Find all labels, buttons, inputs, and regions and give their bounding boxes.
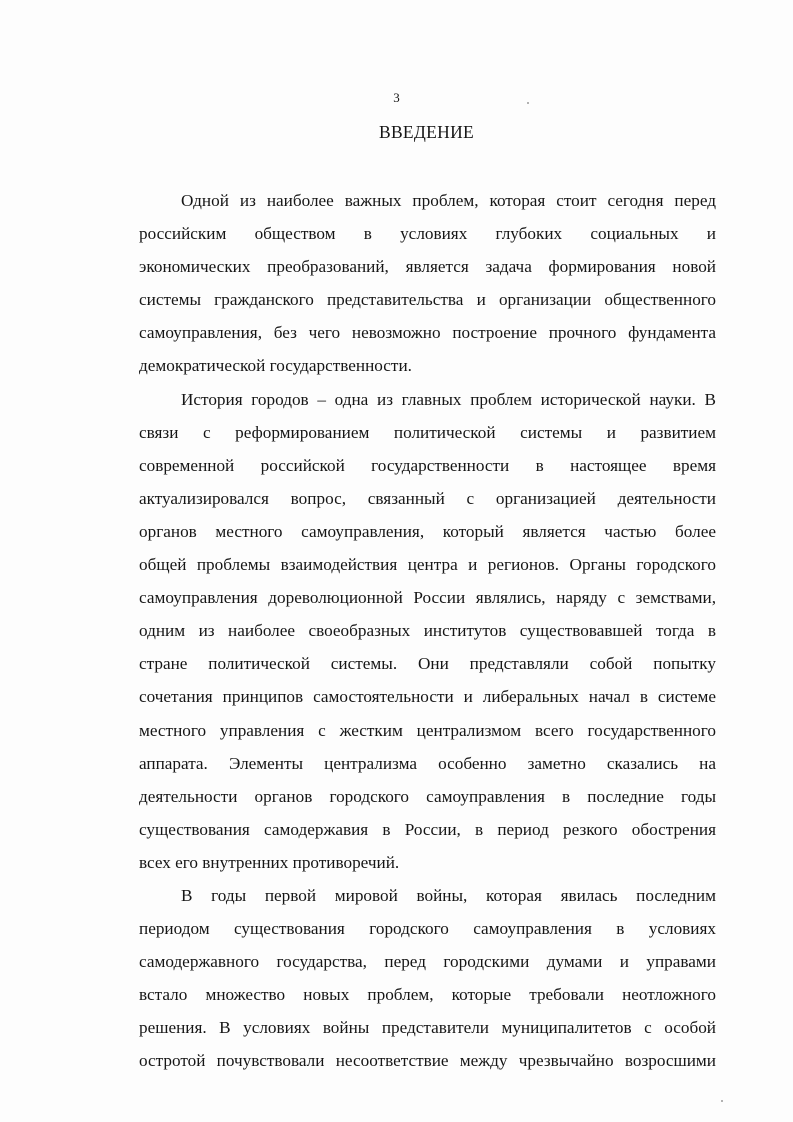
text-line: демократической государственности. xyxy=(139,356,412,376)
text-line: периодом существования городского самоуправления в условиях xyxy=(139,919,716,939)
scan-speck xyxy=(527,102,529,104)
text-line: деятельности органов городского самоуправления в последние годы xyxy=(139,786,716,806)
text-line: общей проблемы взаимодействия центра и регионов. Органы городского xyxy=(139,555,716,575)
text-line: самоуправления дореволюционной России являлись, наряду с земствами, xyxy=(139,588,716,608)
scan-speck xyxy=(721,1100,723,1102)
text-line: современной российской государственности в настоящее время xyxy=(139,455,716,475)
text-line: российским обществом в условиях глубоких социальных и xyxy=(139,224,716,244)
text-line: История городов – одна из главных проблем исторической науки. В xyxy=(181,389,716,409)
text-line: встало множество новых проблем, которые требовали неотложного xyxy=(139,985,716,1005)
page-number: 3 xyxy=(393,90,400,105)
text-line: сочетания принципов самостоятельности и либеральных начал в системе xyxy=(139,687,716,707)
text-line: системы гражданского представительства и организации общественного xyxy=(139,290,716,310)
text-line: органов местного самоуправления, который является частью более xyxy=(139,521,716,541)
text-line: остротой почувствовали несоответствие между чрезвычайно возросшими xyxy=(139,1051,716,1071)
text-line: актуализировался вопрос, связанный с организацией деятельности xyxy=(139,488,716,508)
text-line: всех его внутренних противоречий. xyxy=(139,852,400,872)
text-line: самодержавного государства, перед городскими думами и управами xyxy=(139,952,716,972)
text-line: местного управления с жестким централизмом всего государственного xyxy=(139,720,716,740)
body-text xyxy=(139,184,716,1078)
text-line: экономических преобразований, является задача формирования новой xyxy=(139,257,716,277)
text-line: существования самодержавия в России, в период резкого обострения xyxy=(139,819,716,839)
text-line: связи с реформированием политической системы и развитием xyxy=(139,422,716,442)
text-line: Одной из наиболее важных проблем, которая стоит сегодня перед xyxy=(181,191,716,210)
text-line: самоуправления, без чего невозможно построение прочного фундамента xyxy=(139,323,716,343)
text-line: одним из наиболее своеобразных институтов существовавшей тогда в xyxy=(139,621,716,641)
text-line: стране политической системы. Они представляли собой попытку xyxy=(139,654,716,674)
text-line: решения. В условиях войны представители муниципалитетов с особой xyxy=(139,1018,716,1038)
page-title: ВВЕДЕНИЕ xyxy=(378,122,475,142)
text-line: аппарата. Элементы централизма особенно заметно сказались на xyxy=(139,753,716,773)
text-line: В годы первой мировой войны, которая явилась последним xyxy=(181,885,716,905)
